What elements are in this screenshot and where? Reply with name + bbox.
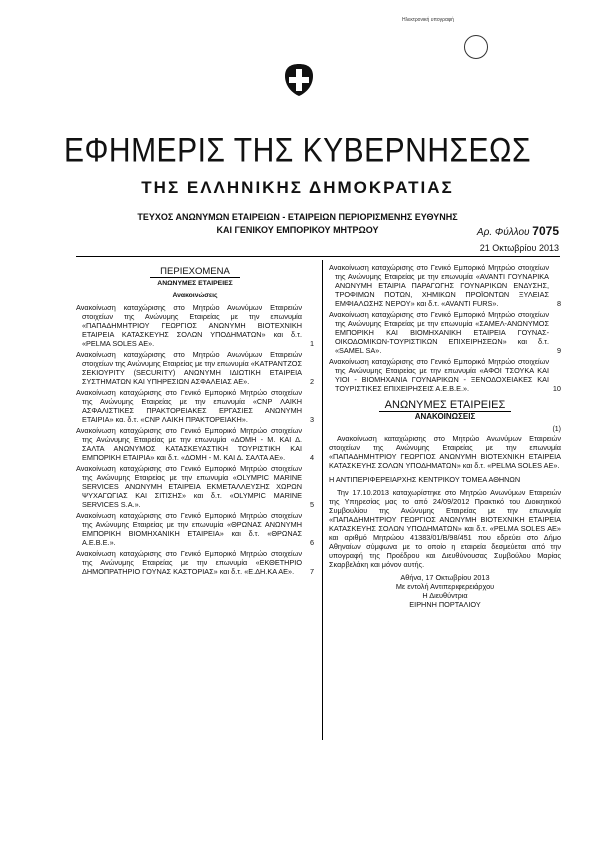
gazette-title: ΕΦΗΜΕΡΙΣ ΤΗΣ ΚΥΒΕΡΝΗΣΕΩΣ [63, 131, 532, 170]
issue-date: 21 Οκτωβρίου 2013 [479, 243, 559, 253]
sheet-number [477, 224, 559, 238]
contents-entry [76, 426, 314, 462]
contents-entry [76, 464, 314, 509]
contents-entry-text: Ανακοίνωση καταχώρισης στο Γενικό Εμπορικό Μητρώο στοιχείων της Ανώνυμης Εταιρείας με την επωνυμία «CNP ΛΑΙΚΗ ΑΣΦΑΛΙΣΤΙΚΕΣ ΠΡΑΚΤΟΡΕΙΑΚΕΣ ΕΡΓΑΣΙΕΣ ΑΝΩΝΥΜΗ ΕΤΑΙΡΙΑ» κα. δ.τ. «CNP ΛΑΙΚΗ ΠΡΑΚΤΟΡΕΙΑΚΗ». [76, 388, 302, 424]
contents-entry-text: Ανακοίνωση καταχώρισης στο Γενικό Εμπορικό Μητρώο στοιχείων της Ανώνυμης Εταιρείας με την επωνυμία «ΕΚΘΕΤΗΡΙΟ ΔΗΜΟΠΡΑΤΗΡΙΟ ΓΟΥΝΑΣ ΚΑΣΤΟΡΙΑΣ» και δ.τ. «Ε.ΔΗ.ΚΑ ΑΕ». [76, 549, 302, 576]
contents-entry-page: 8 [556, 299, 561, 308]
announcements-section-title: ΑΝΩΝΥΜΕΣ ΕΤΑΙΡΕΙΕΣ [329, 401, 561, 410]
contents-entry [329, 263, 561, 308]
announcement-authority: Η ΑΝΤΙΠΕΡΙΦΕΡΕΙΑΡΧΗΣ ΚΕΝΤΡΙΚΟΥ ΤΟΜΕΑ ΑΘΗΝΩΝ [329, 475, 521, 484]
contents-entry-text: Ανακοίνωση καταχώρισης στο Γενικό Εμπορικό Μητρώο στοιχείων της Ανώνυμης Εταιρείας με την επωνυμία «ΣΑΜΕΛ-ΑΝΩΝΥΜΟΣ ΕΜΠΟΡΙΚΗ ΚΑΙ ΒΙΟΜΗΧΑΝΙΚΗ ΕΤΑΙΡΕΙΑ ΓΟΥΝΑΣ-ΟΙΚΟΔΟΜΙΚΩΝ-ΤΟΥΡΙΣΤΙΚΩΝ ΕΠΙΧΕΙΡΗΣΕΩΝ» και δ.τ. «SAMEL SA». [329, 310, 549, 355]
contents-title: ΠΕΡΙΕΧΟΜΕΝΑ [76, 267, 314, 276]
sheet-label: Αρ. Φύλλου [476, 227, 530, 238]
contents-entry [76, 350, 314, 386]
contents-entry [329, 310, 561, 355]
contents-section: ΑΝΩΝΥΜΕΣ ΕΤΑΙΡΕΙΕΣ [157, 280, 233, 287]
contents-entry-text: Ανακοίνωση καταχώρισης στο Μητρώο Ανωνύμων Εταιρειών στοιχείων της Ανώνυμης Εταιρείας με την επωνυμία «ΠΑΠΑΔΗΜΗΤΡΙΟΥ ΓΕΩΡΓΙΟΣ ΑΝΩΝΥΜΗ ΒΙΟΤΕΧΝΙΚΗ ΕΤΑΙΡΕΙΑ ΚΑΤΑΣΚΕΥΗΣ ΣΟΛΩΝ ΥΠΟΔΗΜΑΤΩΝ» και δ.τ. «PELMA SOLES AE». [76, 303, 302, 348]
contents-subsection: Ανακοινώσεις [172, 292, 218, 299]
announcements-subtitle: ΑΝΑΚΟΙΝΩΣΕΙΣ [414, 412, 476, 421]
gazette-subtitle: ΤΗΣ ΕΛΛΗΝΙΚΗΣ ΔΗΜΟΚΡΑΤΙΑΣ [141, 178, 454, 197]
column-divider [322, 260, 323, 740]
contents-entry-page: 1 [309, 339, 314, 348]
contents-entry-page: 6 [309, 538, 314, 547]
contents-entry-page: 5 [309, 500, 314, 509]
contents-entry [329, 357, 561, 393]
sheet-number-value: 7075 [532, 224, 559, 238]
seal-text: Ηλεκτρονική υπογραφή [402, 17, 454, 23]
digital-signature-seal [402, 17, 474, 23]
contents-entry-page: 3 [309, 415, 314, 424]
header-rule [76, 256, 560, 257]
contents-entry [76, 303, 314, 348]
contents-entry [76, 511, 314, 547]
series-line-2: ΚΑΙ ΓΕΝΙΚΟΥ ΕΜΠΟΡΙΚΟΥ ΜΗΤΡΩΟΥ [216, 225, 379, 235]
contents-column [76, 263, 314, 578]
seal-circle-icon [464, 35, 488, 59]
sign-order: Με εντολή Αντιπεριφερειάρχου [395, 582, 495, 591]
contents-entry-page: 2 [309, 377, 314, 386]
contents-entry-page: 9 [556, 346, 561, 355]
greek-coat-of-arms-icon [281, 62, 317, 98]
main-column [329, 263, 561, 609]
sign-role: Η Διευθύντρια [422, 591, 468, 600]
contents-entry-text: Ανακοίνωση καταχώρισης στο Γενικό Εμπορικό Μητρώο στοιχείων της Ανώνυμης Εταιρείας με την επωνυμία «ΑΦΟΙ ΤΣΟΥΚΑ ΚΑΙ ΥΙΟΙ - ΒΙΟΜΗΧΑΝΙΑ ΓΟΥΝΑΡΙΚΩΝ - ΞΕΝΟΔΟΧΕΙΑΚΕΣ ΚΑΙ ΤΟΥΡΙΣΤΙΚΕΣ ΕΠΙΧΕΙΡΗΣΕΙΣ Α.Ε.Β.Ε.». [329, 357, 549, 393]
contents-entry-text: Ανακοίνωση καταχώρισης στο Γενικό Εμπορικό Μητρώο στοιχείων της Ανώνυμης Εταιρείας με την επωνυμία «ΘΡΩΝΑΣ ΑΝΩΝΥΜΗ ΕΜΠΟΡΙΚΗ ΒΙΟΜΗΧΑΝΙΚΗ ΕΤΑΙΡΕΙΑ» και δ.τ. «ΘΡΩΝΑΣ Α.Ε.Β.Ε.». [76, 511, 302, 547]
series-line-1: ΤΕΥΧΟΣ ΑΝΩΝΥΜΩΝ ΕΤΑΙΡΕΙΩΝ - ΕΤΑΙΡΕΙΩΝ ΠΕΡΙΟΡΙΣΜΕΝΗΣ ΕΥΘΥΝΗΣ [137, 212, 458, 222]
announcement-body: Την 17.10.2013 καταχωρίστηκε στο Μητρώο Ανωνύμων Εταιρειών της Υπηρεσίας μας το από 24/09/2012 Πρακτικό του Διοικητικού Συμβουλίου της Ανώνυμης Εταιρείας με την επωνυμία «ΠΑΠΑΔΗΜΗΤΡΙΟΥ ΓΕΩΡΓΙΟΣ ΑΝΩΝΥΜΗ ΒΙΟΤΕΧΝΙΚΗ ΕΤΑΙΡΕΙΑ ΚΑΤΑΣΚΕΥΗΣ ΣΟΛΩΝ ΥΠΟΔΗΜΑΤΩΝ» και δ.τ. «PELMA SOLES AE» και αριθμό Μητρώου 41383/01/Β/98/451 που εδρεύει στο Δήμο Αθηναίων σύμφωνα με το οποίο η εταιρεία δεσμεύεται από την υπογραφή της Προέδρου και Διευθύνουσας Συμβούλου Μαρίας Σκαρβελάκη και μόνον αυτής. [329, 488, 561, 569]
contents-entry-text: Ανακοίνωση καταχώρισης στο Μητρώο Ανωνύμων Εταιρειών στοιχείων της Ανώνυμης Εταιρείας με την επωνυμία «ΚΑΤΡΑΝΤΖΟΣ ΣΕΚΙΟΥΡΙΤΥ (SECURITY) ΑΝΩΝΥΜΗ ΙΔΙΩΤΙΚΗ ΕΤΑΙΡΕΙΑ ΣΥΣΤΗΜΑΤΩΝ ΚΑΙ ΥΠΗΡΕΣΙΩΝ ΑΣΦΑΛΕΙΑΣ ΑΕ». [76, 350, 302, 386]
sign-place-date: Αθήνα, 17 Οκτωβρίου 2013 [400, 573, 490, 582]
contents-entries-right [329, 263, 561, 393]
contents-entry-text: Ανακοίνωση καταχώρισης στο Γενικό Εμπορικό Μητρώο στοιχείων της Ανώνυμης Εταιρείας με την επωνυμία «OLYMPIC MARINE SERVICES ΑΝΩΝΥΜΗ ΕΤΑΙΡΕΙΑ ΕΚΜΕΤΑΛΛΕΥΣΗΣ ΧΩΡΩΝ ΨΥΧΑΓΩΓΙΑΣ ΚΑΙ ΣΙΤΙΣΗΣ» και δ.τ. «OLYMPIC MARINE SERVICES S.A.». [76, 464, 302, 509]
contents-entry-text: Ανακοίνωση καταχώρισης στο Γενικό Εμπορικό Μητρώο στοιχείων της Ανώνυμης Εταιρείας με την επωνυμία «AVANTI ΓΟΥΝΑΡΙΚΑ ΑΝΩΝΥΜΗ ΕΤΑΙΡΙΑ ΠΑΡΑΓΩΓΗΣ ΓΟΥΝΑΡΙΚΩΝ ΕΝΔΥΣΗΣ, ΤΡΟΦΙΜΩΝ ΠΟΤΩΝ, ΧΗΜΙΚΩΝ ΠΡΟΪΟΝΤΩΝ ΞΥΛΕΙΑΣ ΕΜΦΙΑΛΩΣΗΣ ΝΕΡΟΥ» και δ.τ. «AVANTI FURS». [329, 263, 549, 308]
contents-entry-page: 7 [309, 567, 314, 576]
sign-name: ΕΙΡΗΝΗ ΠΟΡΤΑΛΙΟΥ [409, 600, 481, 609]
announcement-number: (1) [552, 426, 561, 433]
contents-entry [76, 388, 314, 424]
contents-entry [76, 549, 314, 576]
contents-entry-page: 4 [309, 453, 314, 462]
contents-entry-text: Ανακοίνωση καταχώρισης στο Γενικό Εμπορικό Μητρώο στοιχείων της Ανώνυμης Εταιρείας με την επωνυμία «ΔΟΜΗ - Μ. ΚΑΙ Δ. ΣΑΛΤΑ ΑΝΩΝΥΜΟΣ ΚΑΤΑΣΚΕΥΑΣΤΙΚΗ ΤΟΥΡΙΣΤΙΚΗ ΚΑΙ ΕΜΠΟΡΙΚΗ ΕΤΑΙΡΙΑ» και δ.τ. «ΔΟΜΗ - Μ. ΚΑΙ Δ. ΣΑΛΤΑ ΑΕ». [76, 426, 302, 462]
announcement-heading: Ανακοίνωση καταχώρισης στο Μητρώο Ανωνύμων Εταιρειών στοιχείων της Ανώνυμης Εταιρείας με την επωνυμία «ΠΑΠΑΔΗΜΗΤΡΙΟΥ ΓΕΩΡΓΙΟΣ ΑΝΩΝΥΜΗ ΒΙΟΤΕΧΝΙΚΗ ΕΤΑΙΡΕΙΑ ΚΑΤΑΣΚΕΥΗΣ ΣΟΛΩΝ ΥΠΟΔΗΜΑΤΩΝ» και δ.τ. «PELMA SOLES AE». [329, 434, 561, 470]
contents-entries-left [76, 303, 314, 576]
contents-entry-page: 10 [552, 384, 561, 393]
